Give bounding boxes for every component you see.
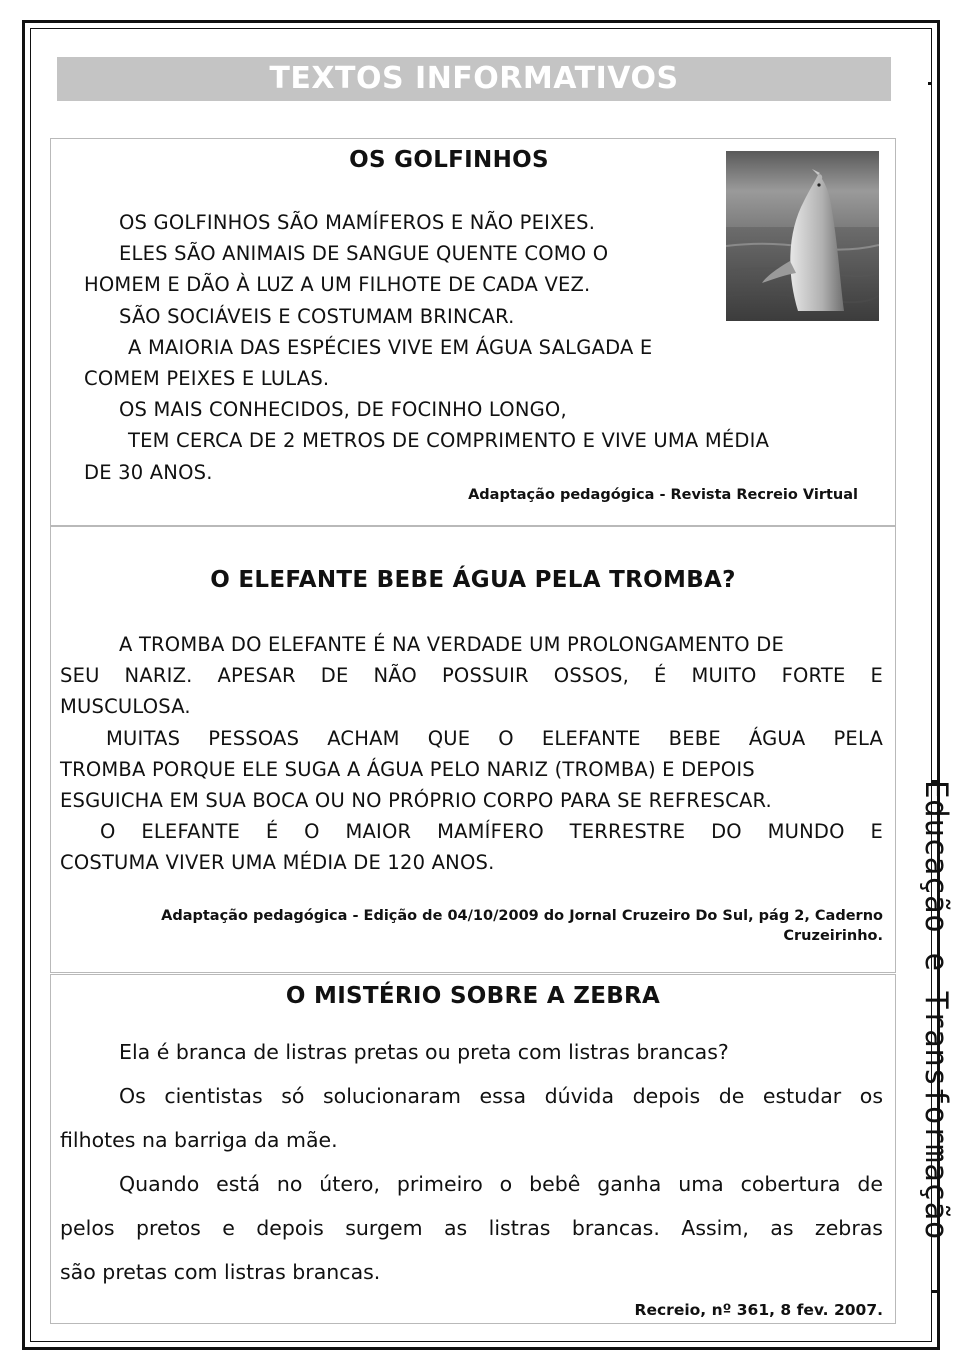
article-line: O ELEFANTE É O MAIOR MAMÍFERO TERRESTRE DO MUNDO E	[100, 820, 883, 843]
article-line: COMEM PEIXES E LULAS.	[84, 367, 330, 390]
article-line: Quando está no útero, primeiro o bebê ganha uma cobertura de	[119, 1172, 883, 1196]
article-title: OS GOLFINHOS	[349, 147, 549, 173]
stray-dot	[928, 82, 931, 85]
article-line: A TROMBA DO ELEFANTE É NA VERDADE UM PROLONGAMENTO DE	[119, 633, 784, 656]
page-title: TEXTOS INFORMATIVOS	[57, 57, 891, 101]
article-line: ESGUICHA EM SUA BOCA OU NO PRÓPRIO CORPO PARA SE REFRESCAR.	[60, 789, 772, 812]
article-line: A MAIORIA DAS ESPÉCIES VIVE EM ÁGUA SALGADA E	[128, 336, 653, 359]
article-line: MUITAS PESSOAS ACHAM QUE O ELEFANTE BEBE ÁGUA PELA	[106, 727, 883, 750]
article-source: Recreio, nº 361, 8 fev. 2007.	[634, 1301, 883, 1319]
article-source: Adaptação pedagógica - Revista Recreio Virtual	[468, 487, 858, 503]
article-line: OS MAIS CONHECIDOS, DE FOCINHO LONGO,	[119, 398, 567, 421]
article-line: Os cientistas só solucionaram essa dúvida depois de estudar os	[119, 1084, 883, 1108]
dolphin-image	[726, 151, 879, 321]
article-line: ELES SÃO ANIMAIS DE SANGUE QUENTE COMO O	[119, 242, 609, 265]
article-title: O ELEFANTE BEBE ÁGUA PELA TROMBA?	[210, 567, 736, 593]
article-line: SEU NARIZ. APESAR DE NÃO POSSUIR OSSOS, É MUITO FORTE E	[60, 664, 883, 687]
article-line: SÃO SOCIÁVEIS E COSTUMAM BRINCAR.	[119, 305, 515, 328]
article-source: Cruzeirinho.	[783, 928, 883, 944]
article-line: MUSCULOSA.	[60, 695, 191, 718]
article-source: Adaptação pedagógica - Edição de 04/10/2009 do Jornal Cruzeiro Do Sul, pág 2, Caderno	[161, 908, 883, 924]
article-line: pelos pretos e depois surgem as listras brancas. Assim, as zebras	[60, 1216, 883, 1240]
article-line: OS GOLFINHOS SÃO MAMÍFEROS E NÃO PEIXES.	[119, 211, 596, 234]
side-label: Educação e Transformação	[918, 780, 954, 1240]
article-line: COSTUMA VIVER UMA MÉDIA DE 120 ANOS.	[60, 851, 495, 874]
article-line: TROMBA PORQUE ELE SUGA A ÁGUA PELO NARIZ (TROMBA) E DEPOIS	[60, 758, 755, 781]
article-line: Ela é branca de listras pretas ou preta com listras brancas?	[119, 1040, 729, 1064]
article-line: HOMEM E DÃO À LUZ A UM FILHOTE DE CADA VEZ.	[84, 273, 591, 296]
side-label-tick	[932, 1290, 939, 1293]
article-title: O MISTÉRIO SOBRE A ZEBRA	[285, 983, 661, 1009]
article-line: TEM CERCA DE 2 METROS DE COMPRIMENTO E VIVE UMA MÉDIA	[128, 429, 770, 452]
article-line: filhotes na barriga da mãe.	[60, 1128, 338, 1152]
dolphin-photo	[726, 151, 879, 321]
article-line: DE 30 ANOS.	[84, 461, 213, 484]
article-line: são pretas com listras brancas.	[60, 1260, 381, 1284]
